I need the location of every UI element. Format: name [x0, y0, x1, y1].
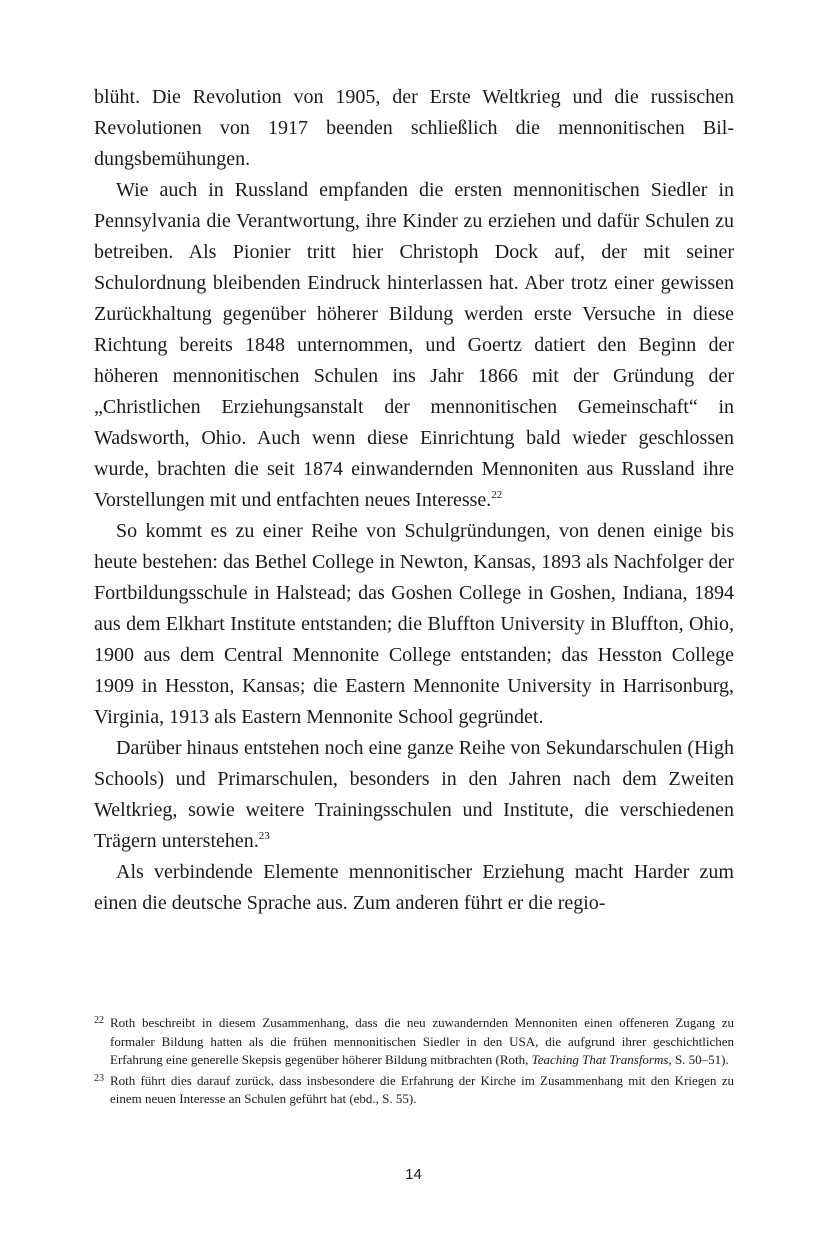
- paragraph-pennsylvania: Wie auch in Russland empfanden die ersten mennonitischen Siedler in Pennsylvania die Verantwortung, ihre Kinder zu erziehen und dafür Schulen zu betreiben. Als Pionier tritt hier Christoph Dock auf, der mit seiner Schulordnung bleibenden Eindruck hinterlassen hat. Aber trotz einer gewissen Zurückhaltung gegenüber höherer Bildung werden erste Versuche in diese Richtung bereits 1848 unternommen, und Goertz datiert den Beginn der höheren mennonitischen Schulen ins Jahr 1866 mit der Gründung der „Christlichen Erziehungsanstalt der mennonitischen Gemeinschaft“ in Wadsworth, Ohio. Auch wenn diese Einrichtung bald wieder geschlossen wurde, brachten die seit 1874 einwandernden Mennoniten aus Russland ihre Vorstellungen mit und entfachten neues Interesse.$^{22}$: [94, 179, 734, 511]
- footnote-reference-23[interactable]: 23: [258, 830, 270, 842]
- footnotes: [94, 1014, 734, 1111]
- paragraph-secondary-schools: Darüber hinaus entstehen noch eine ganze Reihe von Sekundarschulen (High Schools) und Primarschulen, besonders in den Jahren nach dem Zweiten Weltkrieg, sowie weitere Trainingsschulen und Institute, die verschiedenen Trägern unterstehen.$^{23}$: [94, 737, 734, 852]
- paragraph-continued: blüht. Die Revolution von 1905, der Erste Weltkrieg und die russischen Revolutionen von 1917 beenden schließlich die mennonitischen Bildungsbemühungen.: [94, 86, 734, 170]
- footnote-23: 23 Roth führt dies darauf zurück, dass insbesondere die Erfahrung der Kirche im Zusammenhang mit den Kriegen zu einem neuen Interesse an Schulen geführt hat (ebd., S. 55).: [94, 1072, 734, 1106]
- footnote-reference-22[interactable]: 22: [491, 489, 503, 501]
- book-title: Teaching That Transforms: [531, 1052, 669, 1067]
- footnote-22: 22 Roth beschreibt in diesem Zusammenhang, dass die neu zuwandernden Mennoniten einen offeneren Zugang zu formaler Bildung hatten als die frühen mennonitischen Siedler in den USA, die aufgrund ihrer geschichtlichen Erfahrung eine generelle Skepsis gegenüber höherer Bildung mitbrachten (Roth, Teaching That Transforms, S. 50–51).: [94, 1015, 734, 1067]
- body-text: [94, 82, 734, 919]
- page-number: 14: [405, 1166, 422, 1183]
- paragraph-connecting-elements: Als verbindende Elemente mennonitischer Erziehung macht Harder zum einen die deutsche Sprache aus. Zum anderen führt er die regio-: [94, 861, 734, 914]
- paragraph-school-foundings: So kommt es zu einer Reihe von Schulgründungen, von denen einige bis heute bestehen: das Bethel College in Newton, Kansas, 1893 als Nachfolger der Fortbildungsschule in Halstead; das Goshen College in Goshen, Indiana, 1894 aus dem Elkhart Institute entstanden; die Bluffton University in Bluffton, Ohio, 1900 aus dem Central Mennonite College entstanden; das Hesston College 1909 in Hesston, Kansas; die Eastern Mennonite University in Harrisonburg, Virginia, 1913 als Eastern Mennonite School gegründet.: [94, 520, 734, 728]
